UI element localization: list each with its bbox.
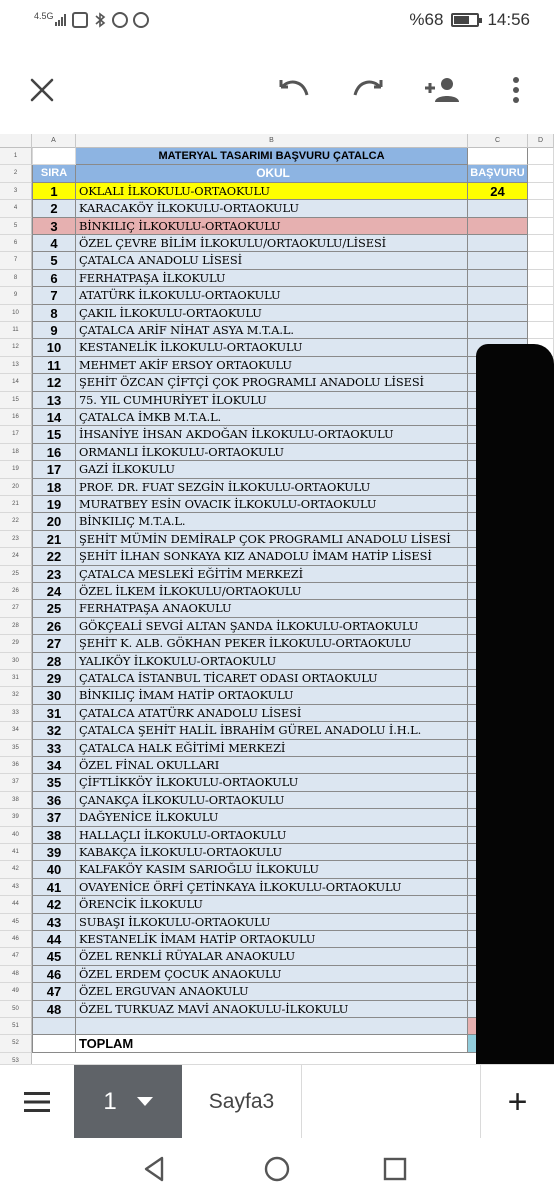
- cell[interactable]: [528, 148, 554, 165]
- cell-sira[interactable]: 22: [32, 548, 76, 565]
- cell-sira[interactable]: 25: [32, 600, 76, 617]
- close-button[interactable]: [20, 68, 64, 112]
- cell-okul[interactable]: ÇATALCA HALK EĞİTİMİ MERKEZİ: [76, 740, 468, 757]
- cell-sira[interactable]: 45: [32, 948, 76, 965]
- redo-icon: [351, 79, 385, 101]
- cell[interactable]: [528, 235, 554, 252]
- cell-okul[interactable]: ŞEHİT ÖZCAN ÇİFTÇİ ÇOK PROGRAMLI ANADOLU LİSESİ: [76, 374, 468, 391]
- cell-okul[interactable]: ÇATALCA ŞEHİT HALİL İBRAHİM GÜREL ANADOLU İ.H.L.: [76, 722, 468, 739]
- battery-fill: [454, 16, 469, 24]
- cell-sira[interactable]: 37: [32, 809, 76, 826]
- cell-sira[interactable]: 30: [32, 687, 76, 704]
- row-number[interactable]: 17: [0, 426, 32, 443]
- n-icon: [72, 12, 88, 28]
- cell-basvuru[interactable]: [468, 218, 528, 235]
- more-button[interactable]: [494, 68, 538, 112]
- cell-okul[interactable]: ORMANLI İLKOKULU-ORTAOKULU: [76, 444, 468, 461]
- row-number[interactable]: 28: [0, 618, 32, 635]
- column-header-b[interactable]: B: [76, 134, 468, 148]
- cell-okul[interactable]: BİNKILIÇ M.T.A.L.: [76, 513, 468, 530]
- row-number[interactable]: 19: [0, 461, 32, 478]
- cell-okul[interactable]: 75. YIL CUMHURİYET İLOKULU: [76, 392, 468, 409]
- cell-sira[interactable]: 44: [32, 931, 76, 948]
- cell-okul[interactable]: OKLALI İLKOKULU-ORTAOKULU: [76, 183, 468, 200]
- cell[interactable]: [76, 1018, 468, 1035]
- row-number[interactable]: 18: [0, 444, 32, 461]
- table-row: [32, 270, 554, 287]
- cell[interactable]: [528, 183, 554, 200]
- cell-okul[interactable]: ÇİFTLİKKÖY İLKOKULU-ORTAOKULU: [76, 774, 468, 791]
- row-number[interactable]: 5: [0, 218, 32, 235]
- row-number[interactable]: 10: [0, 305, 32, 322]
- row-number[interactable]: 24: [0, 548, 32, 565]
- status-bar: [0, 0, 554, 44]
- cell-sira[interactable]: 43: [32, 914, 76, 931]
- cell[interactable]: [528, 270, 554, 287]
- cell-sira[interactable]: 32: [32, 722, 76, 739]
- cell-okul[interactable]: FERHATPAŞA İLKOKULU: [76, 270, 468, 287]
- cell[interactable]: [528, 252, 554, 269]
- cell-basvuru[interactable]: [468, 235, 528, 252]
- cell-sira[interactable]: 5: [32, 252, 76, 269]
- cell-okul[interactable]: ÖZEL İLKEM İLKOKULU/ORTAOKULU: [76, 583, 468, 600]
- cell-basvuru[interactable]: [468, 200, 528, 217]
- cell-okul[interactable]: ŞEHİT MÜMİN DEMİRALP ÇOK PROGRAMLI ANADOLU LİSESİ: [76, 531, 468, 548]
- cell-okul[interactable]: HALLAÇLI İLKOKULU-ORTAOKULU: [76, 827, 468, 844]
- row-number[interactable]: 38: [0, 792, 32, 809]
- row-number[interactable]: 32: [0, 687, 32, 704]
- cell[interactable]: [528, 322, 554, 339]
- cell-okul[interactable]: ÇATALCA İSTANBUL TİCARET ODASI ORTAOKULU: [76, 670, 468, 687]
- undo-button[interactable]: [272, 68, 316, 112]
- row-number[interactable]: 46: [0, 931, 32, 948]
- title-row: [32, 148, 554, 165]
- sheet-tab-label: 1: [103, 1088, 117, 1115]
- cell-okul[interactable]: KARACAKÖY İLKOKULU-ORTAOKULU: [76, 200, 468, 217]
- cell-okul[interactable]: KABAKÇA İLKOKULU-ORTAOKULU: [76, 844, 468, 861]
- header-okul[interactable]: OKUL: [76, 165, 468, 182]
- person-add-icon: [423, 76, 461, 104]
- sheet-tabs-bar: [0, 1064, 554, 1138]
- cell-basvuru[interactable]: [468, 252, 528, 269]
- cell-basvuru[interactable]: [468, 322, 528, 339]
- clock: 14:56: [487, 10, 530, 29]
- battery-icon: [451, 13, 479, 27]
- cell-okul[interactable]: ŞEHİT K. ALB. GÖKHAN PEKER İLKOKULU-ORTAOKULU: [76, 635, 468, 652]
- row-number[interactable]: 43: [0, 879, 32, 896]
- cell-okul[interactable]: MEHMET AKİF ERSOY ORTAOKULU: [76, 357, 468, 374]
- home-icon[interactable]: [262, 1154, 292, 1184]
- redo-button[interactable]: [346, 68, 390, 112]
- cell-sira[interactable]: 20: [32, 513, 76, 530]
- cell-okul[interactable]: MURATBEY ESİN OVACIK İLKOKULU-ORTAOKULU: [76, 496, 468, 513]
- row-number[interactable]: 23: [0, 531, 32, 548]
- cell-okul[interactable]: GAZİ İLKOKULU: [76, 461, 468, 478]
- info-icon: [133, 12, 149, 28]
- header-basvuru[interactable]: BAŞVURU: [468, 165, 528, 182]
- column-header-a[interactable]: A: [32, 134, 76, 148]
- cell-sira[interactable]: 17: [32, 461, 76, 478]
- cell-sira[interactable]: 28: [32, 653, 76, 670]
- row-number[interactable]: 13: [0, 357, 32, 374]
- cell-okul[interactable]: KALFAKÖY KASIM SARIOĞLU İLKOKULU: [76, 861, 468, 878]
- more-vert-icon: [512, 77, 520, 103]
- cell[interactable]: [32, 1035, 76, 1052]
- cell-okul[interactable]: BİNKILIÇ İLKOKULU-ORTAOKULU: [76, 218, 468, 235]
- bluetooth-icon: [93, 12, 107, 28]
- cell-sira[interactable]: 46: [32, 966, 76, 983]
- total-label[interactable]: TOPLAM: [76, 1035, 468, 1052]
- row-number[interactable]: 33: [0, 705, 32, 722]
- battery-percent: %68: [409, 10, 444, 29]
- cell-okul[interactable]: DAĞYENİCE İLKOKULU: [76, 809, 468, 826]
- table-row: [32, 200, 554, 217]
- sheet-tab-1[interactable]: [74, 1065, 182, 1139]
- cell-sira[interactable]: 16: [32, 444, 76, 461]
- cell-basvuru[interactable]: 24: [468, 183, 528, 200]
- cell[interactable]: [528, 165, 554, 182]
- cell-sira[interactable]: 10: [32, 339, 76, 356]
- row-number[interactable]: 37: [0, 774, 32, 791]
- column-header-c[interactable]: C: [468, 134, 528, 148]
- cell-sira[interactable]: 21: [32, 531, 76, 548]
- cell-sira[interactable]: 18: [32, 479, 76, 496]
- cell-okul[interactable]: GÖKÇEALİ SEVGİ ALTAN ŞANDA İLKOKULU-ORTAOKULU: [76, 618, 468, 635]
- cell-okul[interactable]: ATATÜRK İLKOKULU-ORTAOKULU: [76, 287, 468, 304]
- cell-sira[interactable]: 47: [32, 983, 76, 1000]
- cell-sira[interactable]: 14: [32, 409, 76, 426]
- table-row: [32, 305, 554, 322]
- row-number[interactable]: 52: [0, 1035, 32, 1052]
- cell-sira[interactable]: 48: [32, 1001, 76, 1018]
- cell-sira[interactable]: 8: [32, 305, 76, 322]
- row-number[interactable]: 31: [0, 670, 32, 687]
- row-number[interactable]: 34: [0, 722, 32, 739]
- row-number[interactable]: 2: [0, 165, 32, 182]
- cell-sira[interactable]: 36: [32, 792, 76, 809]
- cell-sira[interactable]: 39: [32, 844, 76, 861]
- row-number[interactable]: 42: [0, 861, 32, 878]
- redaction-mark: [476, 344, 554, 1064]
- row-number[interactable]: 20: [0, 479, 32, 496]
- spreadsheet[interactable]: [0, 134, 554, 1064]
- cell-okul[interactable]: ÇATALCA ATATÜRK ANADOLU LİSESİ: [76, 705, 468, 722]
- cell[interactable]: [528, 218, 554, 235]
- whatsapp-icon: [112, 12, 128, 28]
- cell-okul[interactable]: ÇAKIL İLKOKULU-ORTAOKULU: [76, 305, 468, 322]
- cell-sira[interactable]: 31: [32, 705, 76, 722]
- cell-okul[interactable]: İHSANİYE İHSAN AKDOĞAN İLKOKULU-ORTAOKULU: [76, 426, 468, 443]
- cell-sira[interactable]: 3: [32, 218, 76, 235]
- row-number[interactable]: 40: [0, 827, 32, 844]
- cell-sira[interactable]: 11: [32, 357, 76, 374]
- cell[interactable]: [32, 1018, 76, 1035]
- undo-icon: [277, 79, 311, 101]
- cell-sira[interactable]: 9: [32, 322, 76, 339]
- column-header-bar: [0, 134, 554, 148]
- cell[interactable]: [528, 287, 554, 304]
- row-number[interactable]: 29: [0, 635, 32, 652]
- cell-sira[interactable]: 29: [32, 670, 76, 687]
- cell-basvuru[interactable]: [468, 287, 528, 304]
- cell-sira[interactable]: 4: [32, 235, 76, 252]
- share-button[interactable]: [420, 68, 464, 112]
- status-right: [409, 10, 530, 30]
- row-number[interactable]: 47: [0, 948, 32, 965]
- cell-okul[interactable]: ÇATALCA ANADOLU LİSESİ: [76, 252, 468, 269]
- cell-okul[interactable]: ÖZEL TURKUAZ MAVİ ANAOKULU-İLKOKULU: [76, 1001, 468, 1018]
- cell-okul[interactable]: ÇATALCA ARİF NİHAT ASYA M.T.A.L.: [76, 322, 468, 339]
- cell-sira[interactable]: 2: [32, 200, 76, 217]
- cell-okul[interactable]: BİNKILIÇ İMAM HATİP ORTAOKULU: [76, 687, 468, 704]
- row-number[interactable]: 26: [0, 583, 32, 600]
- header-sira[interactable]: SIRA: [32, 165, 76, 182]
- cell-sira[interactable]: 41: [32, 879, 76, 896]
- table-row: [32, 183, 554, 200]
- sheet-tab-sayfa3[interactable]: Sayfa3: [182, 1065, 302, 1139]
- row-number[interactable]: 14: [0, 374, 32, 391]
- cell-basvuru[interactable]: [468, 305, 528, 322]
- row-number[interactable]: 30: [0, 653, 32, 670]
- signal-icon: [54, 13, 68, 27]
- cell[interactable]: [528, 200, 554, 217]
- row-number[interactable]: 44: [0, 896, 32, 913]
- cell-sira[interactable]: 15: [32, 426, 76, 443]
- sheet-title[interactable]: MATERYAL TASARIMI BAŞVURU ÇATALCA: [76, 148, 468, 165]
- row-number[interactable]: 1: [0, 148, 32, 165]
- cell-okul[interactable]: YALIKÖY İLKOKULU-ORTAOKULU: [76, 653, 468, 670]
- sheets-toolbar: [0, 44, 554, 134]
- row-number[interactable]: 9: [0, 287, 32, 304]
- cell-okul[interactable]: ÇATALCA İMKB M.T.A.L.: [76, 409, 468, 426]
- cell-sira[interactable]: 42: [32, 896, 76, 913]
- caret-down-icon[interactable]: [137, 1097, 153, 1107]
- cell-okul[interactable]: ŞEHİT İLHAN SONKAYA KIZ ANADOLU İMAM HATİP LİSESİ: [76, 548, 468, 565]
- cell-okul[interactable]: KESTANELİK İMAM HATİP ORTAOKULU: [76, 931, 468, 948]
- row-number[interactable]: 41: [0, 844, 32, 861]
- table-row: [32, 287, 554, 304]
- row-number[interactable]: 21: [0, 496, 32, 513]
- cell-basvuru[interactable]: [468, 270, 528, 287]
- cell-okul[interactable]: ÖZEL ÇEVRE BİLİM İLKOKULU/ORTAOKULU/LİSESİ: [76, 235, 468, 252]
- row-number[interactable]: 3: [0, 183, 32, 200]
- recents-icon[interactable]: [380, 1154, 410, 1184]
- row-number[interactable]: 27: [0, 600, 32, 617]
- row-number[interactable]: 39: [0, 809, 32, 826]
- row-number[interactable]: 35: [0, 740, 32, 757]
- notification-icons: [72, 12, 149, 28]
- table-row: [32, 252, 554, 269]
- column-header-d[interactable]: D: [528, 134, 554, 148]
- cell-sira[interactable]: 13: [32, 392, 76, 409]
- cell-okul[interactable]: OVAYENİCE ÖRFİ ÇETİNKAYA İLKOKULU-ORTAOKULU: [76, 879, 468, 896]
- cell-sira[interactable]: 26: [32, 618, 76, 635]
- cell-okul[interactable]: ÖZEL ERDEM ÇOCUK ANAOKULU: [76, 966, 468, 983]
- row-number[interactable]: 51: [0, 1018, 32, 1035]
- cell[interactable]: [32, 148, 76, 165]
- row-number[interactable]: 25: [0, 566, 32, 583]
- cell-sira[interactable]: 34: [32, 757, 76, 774]
- cell-sira[interactable]: 33: [32, 740, 76, 757]
- cell-sira[interactable]: 35: [32, 774, 76, 791]
- cell-sira[interactable]: 40: [32, 861, 76, 878]
- row-number[interactable]: 8: [0, 270, 32, 287]
- cell-okul[interactable]: ÖRENCİK İLKOKULU: [76, 896, 468, 913]
- cell-sira[interactable]: 23: [32, 566, 76, 583]
- cell-sira[interactable]: 1: [32, 183, 76, 200]
- menu-icon: [24, 1091, 50, 1113]
- cell-sira[interactable]: 19: [32, 496, 76, 513]
- cell-okul[interactable]: SUBAŞI İLKOKULU-ORTAOKULU: [76, 914, 468, 931]
- header-row: [32, 165, 554, 182]
- row-number[interactable]: 15: [0, 392, 32, 409]
- cell-okul[interactable]: ÖZEL RENKLİ RÜYALAR ANAOKULU: [76, 948, 468, 965]
- cell-sira[interactable]: 6: [32, 270, 76, 287]
- cell-okul[interactable]: ÇATALCA MESLEKİ EĞİTİM MERKEZİ: [76, 566, 468, 583]
- cell-okul[interactable]: PROF. DR. FUAT SEZGİN İLKOKULU-ORTAOKULU: [76, 479, 468, 496]
- close-icon: [29, 77, 55, 103]
- cell-okul[interactable]: ÖZEL FİNAL OKULLARI: [76, 757, 468, 774]
- network-label: 4.5G: [34, 11, 54, 21]
- cell[interactable]: [528, 305, 554, 322]
- row-number[interactable]: 7: [0, 252, 32, 269]
- cell-sira[interactable]: 27: [32, 635, 76, 652]
- row-number[interactable]: 4: [0, 200, 32, 217]
- cell-sira[interactable]: 7: [32, 287, 76, 304]
- cell-okul[interactable]: FERHATPAŞA ANAOKULU: [76, 600, 468, 617]
- row-number[interactable]: 16: [0, 409, 32, 426]
- row-number[interactable]: 11: [0, 322, 32, 339]
- row-number[interactable]: 22: [0, 513, 32, 530]
- cell-sira[interactable]: 38: [32, 827, 76, 844]
- row-number[interactable]: 45: [0, 914, 32, 931]
- cell-okul[interactable]: ÇANAKÇA İLKOKULU-ORTAOKULU: [76, 792, 468, 809]
- cell-sira[interactable]: 24: [32, 583, 76, 600]
- row-number[interactable]: 36: [0, 757, 32, 774]
- navigation-bar: [0, 1138, 554, 1200]
- row-number[interactable]: 50: [0, 1001, 32, 1018]
- row-number[interactable]: 48: [0, 966, 32, 983]
- table-row: [32, 322, 554, 339]
- row-number[interactable]: 12: [0, 339, 32, 356]
- row-number[interactable]: 49: [0, 983, 32, 1000]
- cell-okul[interactable]: ÖZEL ERGUVAN ANAOKULU: [76, 983, 468, 1000]
- sheet-menu-button[interactable]: [0, 1065, 74, 1139]
- add-sheet-button[interactable]: +: [480, 1065, 554, 1139]
- row-number[interactable]: 6: [0, 235, 32, 252]
- cell[interactable]: [468, 148, 528, 165]
- cell-sira[interactable]: 12: [32, 374, 76, 391]
- cell-okul[interactable]: KESTANELİK İLKOKULU-ORTAOKULU: [76, 339, 468, 356]
- corner-cell[interactable]: [0, 134, 32, 148]
- table-row: [32, 235, 554, 252]
- row-number[interactable]: 53: [0, 1053, 32, 1064]
- back-icon[interactable]: [140, 1154, 170, 1184]
- table-row: [32, 218, 554, 235]
